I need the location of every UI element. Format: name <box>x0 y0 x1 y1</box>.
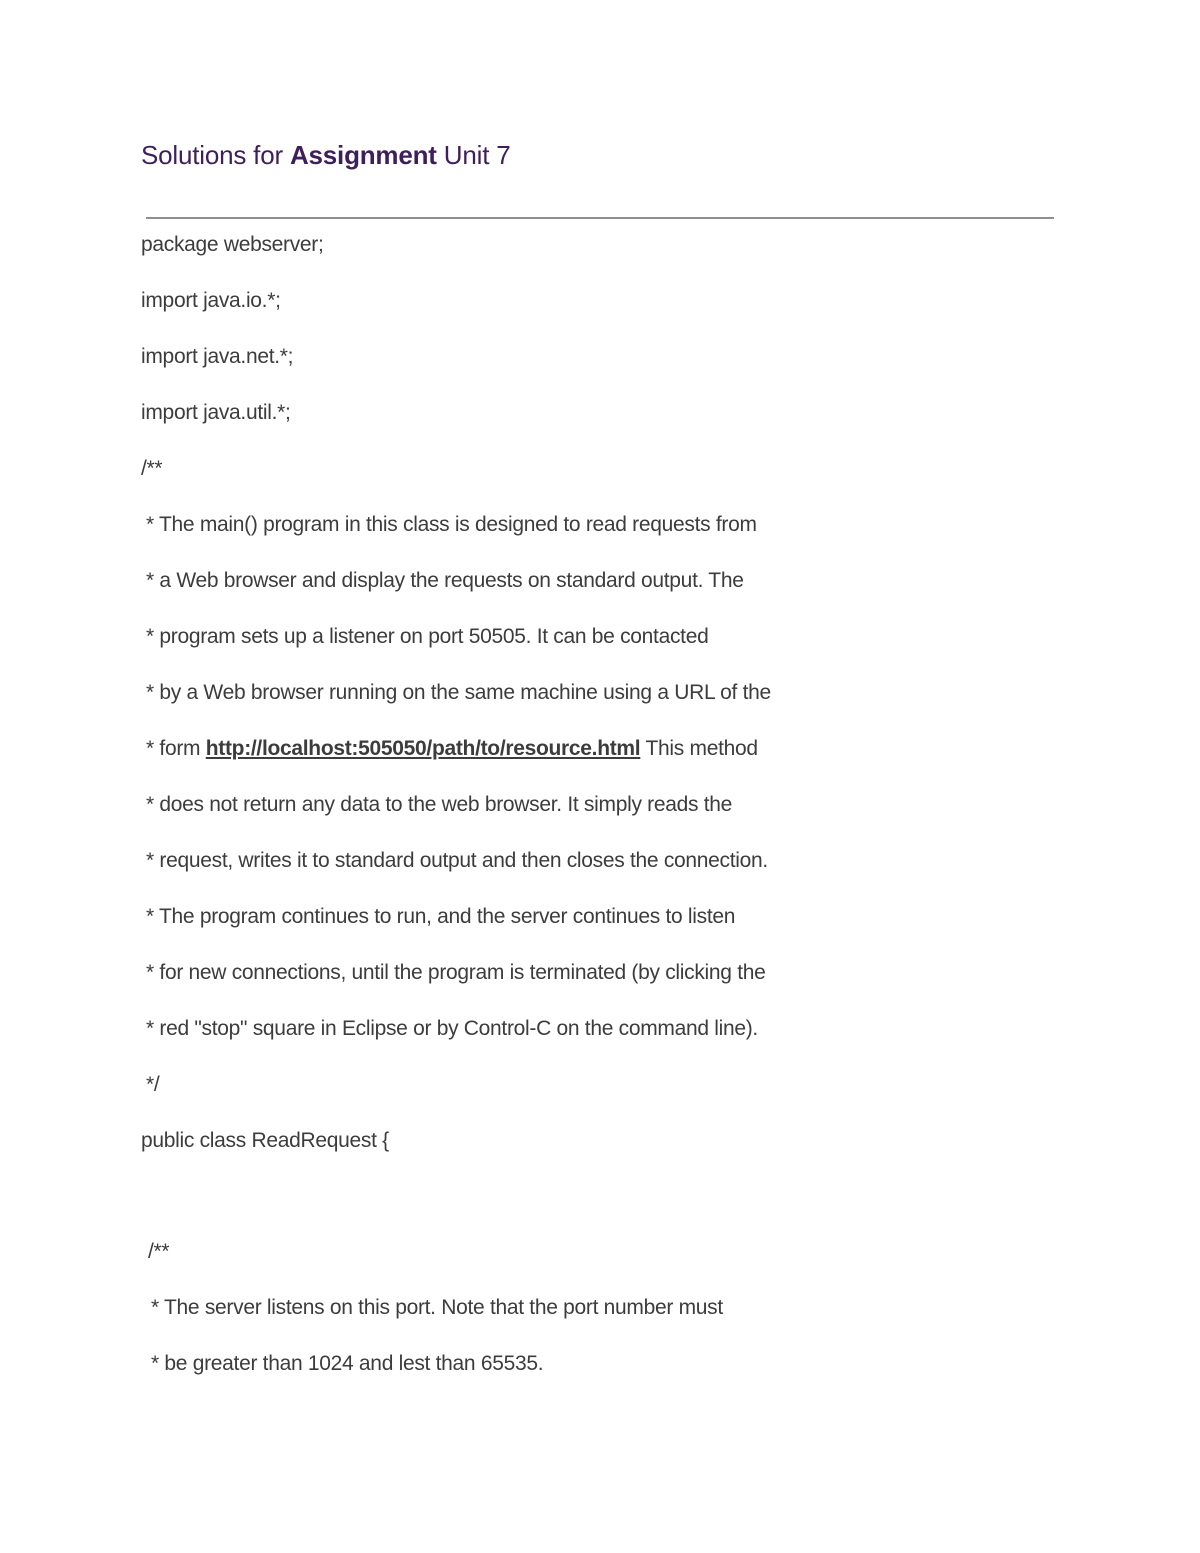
code-line-doc6: * does not return any data to the web browser. It simply reads the <box>146 793 733 816</box>
title-suffix: Unit 7 <box>436 140 511 170</box>
code-line-doc1: * The main() program in this class is designed to read requests from <box>146 513 757 536</box>
doc5-prefix: * form <box>146 737 206 760</box>
code-line-import-util: import java.util.*; <box>141 401 291 424</box>
code-line-class-decl: public class ReadRequest { <box>141 1129 389 1152</box>
title-bold: Assignment <box>289 140 437 170</box>
code-line-package: package webserver; <box>141 233 324 256</box>
code-line-doc3: * program sets up a listener on port 50505. It can be contacted <box>146 625 709 648</box>
code-line-doc4: * by a Web browser running on the same machine using a URL of the <box>146 681 771 704</box>
code-line-doc7: * request, writes it to standard output and then closes the connection. <box>146 849 768 872</box>
code-line-import-net: import java.net.*; <box>141 345 294 368</box>
code-line-doc2: * a Web browser and display the requests on standard output. The <box>146 569 744 592</box>
code-line-doc2-open: /** <box>148 1240 170 1263</box>
doc5-suffix: This method <box>640 737 758 760</box>
code-line-doc10: * red "stop" square in Eclipse or by Control-C on the command line). <box>146 1017 758 1040</box>
code-line-doc5 <box>146 737 758 761</box>
code-line-import-io: import java.io.*; <box>141 289 281 312</box>
horizontal-rule <box>146 217 1054 219</box>
code-line-doc-close: */ <box>146 1073 160 1096</box>
code-line-doc9: * for new connections, until the program is terminated (by clicking the <box>146 961 766 984</box>
page-title <box>141 140 511 171</box>
localhost-url-link[interactable]: http://localhost:505050/path/to/resource.html <box>205 737 641 760</box>
code-line-doc-open: /** <box>141 457 163 480</box>
title-prefix: Solutions for <box>141 140 290 170</box>
code-line-doc8: * The program continues to run, and the server continues to listen <box>146 905 736 928</box>
code-line-doc2-1: * The server listens on this port. Note that the port number must <box>151 1296 723 1319</box>
code-line-doc2-2: * be greater than 1024 and lest than 65535. <box>151 1352 544 1375</box>
